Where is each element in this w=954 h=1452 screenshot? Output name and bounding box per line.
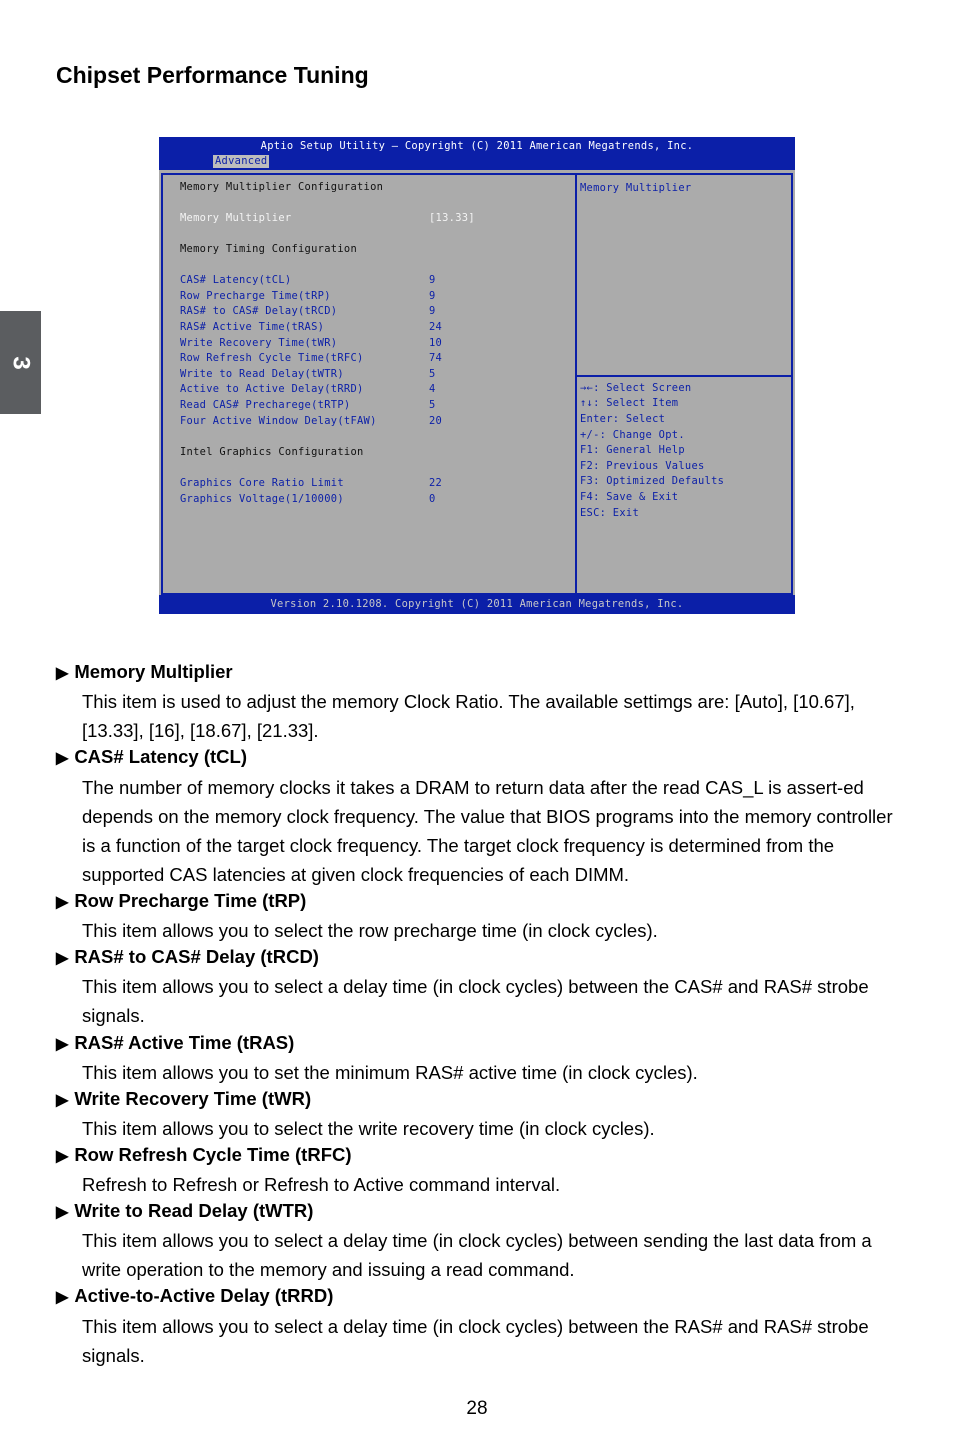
item-title-row-precharge: ▶ Row Precharge Time (tRP) — [56, 890, 307, 911]
bios-header-title: Aptio Setup Utility – Copyright (C) 2011 American Megatrends, Inc. — [260, 140, 694, 152]
key-help-f2: F2: Previous Values — [580, 460, 705, 472]
item-title-ras-active: ▶ RAS# Active Time (tRAS) — [56, 1032, 295, 1053]
item-body-ras-active: This item allows you to set the minimum RAS# active time (in clock cycles). — [82, 1062, 698, 1083]
triangle-bullet-icon: ▶ — [56, 1289, 69, 1306]
item-title-write-recovery: ▶ Write Recovery Time (tWR) — [56, 1088, 312, 1109]
triangle-bullet-icon: ▶ — [56, 750, 69, 767]
triangle-bullet-icon: ▶ — [56, 1092, 69, 1109]
item-title-write-to-read: ▶ Write to Read Delay (tWTR) — [56, 1200, 314, 1221]
key-help-f3: F3: Optimized Defaults — [580, 475, 725, 487]
tab-advanced[interactable]: Advanced — [215, 155, 268, 167]
item-title-row-refresh: ▶ Row Refresh Cycle Time (tRFC) — [56, 1144, 352, 1165]
chapter-number: 3 — [7, 355, 35, 370]
key-help-enter: Enter: Select — [580, 413, 666, 425]
key-help-esc: ESC: Exit — [580, 507, 640, 519]
triangle-bullet-icon: ▶ — [56, 1148, 69, 1165]
item-body-write-to-read: This item allows you to select a delay time (in clock cycles) between sending the last data from a write operation to the memory and issuing a read command. — [82, 1230, 872, 1280]
bios-footer: Version 2.10.1208. Copyright (C) 2011 American Megatrends, Inc. — [159, 595, 795, 614]
key-help-select-screen: →←: Select Screen — [580, 382, 692, 394]
item-body-active-to-active: This item allows you to select a delay time (in clock cycles) between the RAS# and RAS# strobe signals. — [82, 1316, 869, 1366]
chapter-tab — [0, 311, 41, 414]
triangle-bullet-icon: ▶ — [56, 665, 69, 682]
key-help-f4: F4: Save & Exit — [580, 491, 679, 503]
bios-header — [159, 137, 795, 170]
item-title-memory-multiplier: ▶ Memory Multiplier — [56, 661, 233, 682]
item-body-row-refresh: Refresh to Refresh or Refresh to Active command interval. — [82, 1174, 561, 1195]
page-title: Chipset Performance Tuning — [56, 62, 369, 88]
item-title-ras-to-cas: ▶ RAS# to CAS# Delay (tRCD) — [56, 946, 319, 967]
help-pane-divider — [577, 375, 793, 377]
item-title-active-to-active: ▶ Active-to-Active Delay (tRRD) — [56, 1285, 334, 1306]
item-body-ras-to-cas: This item allows you to select a delay time (in clock cycles) between the CAS# and RAS# strobe signals. — [82, 976, 869, 1026]
item-title-cas-latency: ▶ CAS# Latency (tCL) — [56, 746, 248, 767]
page-number: 28 — [466, 1398, 488, 1419]
triangle-bullet-icon: ▶ — [56, 894, 69, 911]
triangle-bullet-icon: ▶ — [56, 950, 69, 967]
item-body-memory-multiplier: This item is used to adjust the memory Clock Ratio. The available settimgs are: [Auto], [10.67], [13.33], [16], [18.67], [21.33]. — [82, 691, 855, 741]
triangle-bullet-icon: ▶ — [56, 1204, 69, 1221]
item-body-write-recovery: This item allows you to select the write recovery time (in clock cycles). — [82, 1118, 655, 1139]
help-title: Memory Multiplier — [580, 182, 692, 194]
item-body-row-precharge: This item allows you to select the row precharge time (in clock cycles). — [82, 920, 658, 941]
item-body-cas-latency: The number of memory clocks it takes a DRAM to return data after the read CAS_L is assert-ed depends on the memory clock frequency. The value that BIOS programs into the memory controller is a function of the target clock frequency. The target clock frequency is determined from the supported CAS latencies at given clock frequencies of each DIMM. — [82, 777, 893, 885]
key-help-change-opt: +/-: Change Opt. — [580, 429, 685, 441]
bios-screenshot: Aptio Setup Utility – Copyright (C) 2011 American Megatrends, Inc. Advanced Memory Multiplier Configuration Memory Multiplier [13.33] Memory Timing Configuration CAS# Latency(tCL) 9 Row Precharge Time(tRP) 9 RAS# to CAS# Delay(tRCD) 9 RAS# Active Time(tRAS) 24 Write Recovery Time(tWR) 10 Row Refresh Cycle Time(tRFC) 74 Write to Read Delay(tWTR) 5 Active to Active Delay(tRRD) 4 Read CAS# Precharege(tRTP) 5 Four Active Window Delay(tFAW) 20 Intel Graphics Configuration Graphics Core Ratio Limit 22 Graphics Voltage(1/10000) 0 Memory Multiplier →←: Select Screen ↑↓: Select Item Enter: Select +/-: Change Opt. F1: General Help F2: Previous Values F3: Optimized Defaults F4: Save & Exit ESC: Exit Version 2.10.1208. Copyright (C) 2011 American Megatrends, Inc. — [159, 137, 795, 614]
key-help-f1: F1: General Help — [580, 444, 685, 456]
key-help-select-item: ↑↓: Select Item — [580, 397, 679, 409]
triangle-bullet-icon: ▶ — [56, 1036, 69, 1053]
